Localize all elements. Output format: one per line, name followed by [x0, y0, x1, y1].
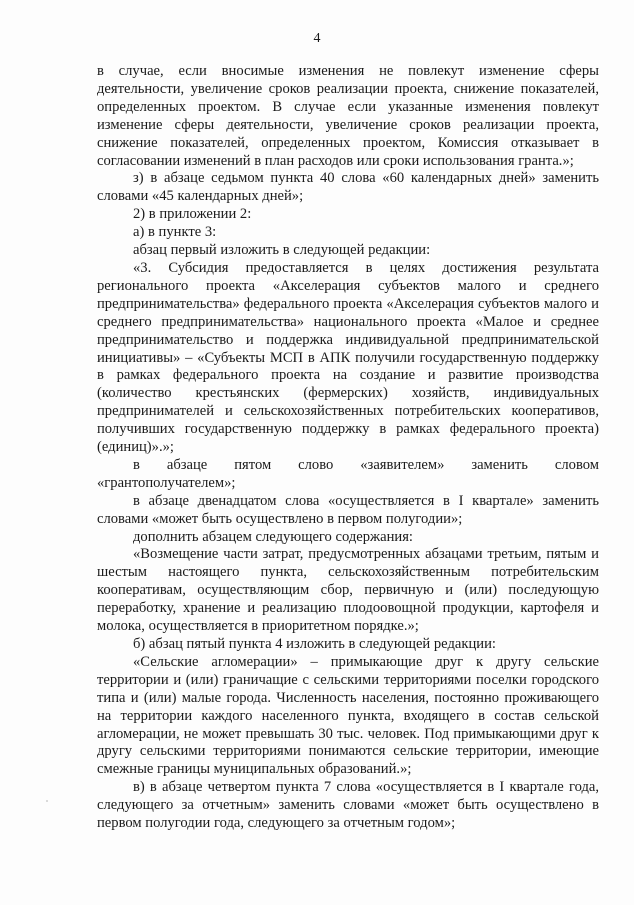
paragraph-first-abzac: абзац первый изложить в следующей редакции: [133, 242, 431, 259]
paragraph-quote-subsidy: «3. Субсидия предоставляется в целях достижения результата регионального проекта «Акселерация субъектов малого и среднего предпринимательства» федерального проекта «Акселерация субъектов малого и среднего предпринимательства» национального проекта «Малое и среднее предпринимательство и поддержка индивидуальной предпринимательской инициативы» – «Субъекты МСП в АПК получили государственную поддержку в рамках федерального проекта на создание и развитие производства (количество крестьянских (фермерских) хозяйств, индивидуальных предпринимателей и сельскохозяйственных потребительских кооперативов, получивших государственную поддержку в рамках федерального проекта) (единиц)».»; [97, 259, 599, 456]
paragraph-item-2: 2) в приложении 2: [133, 206, 252, 223]
paragraph-fifth-abzac: в абзаце пятом слово «заявителем» заменить словом «грантополучателем»; [97, 456, 599, 491]
paragraph-twelfth-abzac: в абзаце двенадцатом слова «осуществляется в I квартале» заменить словами «может быть осуществлено в первом полугодии»; [97, 492, 599, 527]
page-number: 4 [313, 31, 321, 46]
paragraph-continuation: в случае, если вносимые изменения не повлекут изменение сферы деятельности, увеличение сроков реализации проекта, снижение показателей, определенных проектом. В случае если указанные изменения повлекут изменение сферы деятельности, увеличение сроков реализации проекта, снижение показателей, определенных проектом, Комиссия отказывает в согласовании изменений в план расходов или сроки использования гранта.»; [97, 63, 599, 169]
paragraph-quote-agglomerations: «Сельские агломерации» – примыкающие друг к другу сельские территории и (или) граничащие с сельскими территориями поселки городского типа и (или) малые города. Численность населения, постоянно проживающего на территории каждого населенного пункта, входящего в состав сельской агломерации, не может превышать 30 тыс. человек. Под примыкающими друг к другу сельскими территориями понимаются сельские территории, имеющие смежные границы муниципальных образований.»; [97, 653, 599, 778]
paragraph-item-v: в) в абзаце четвертом пункта 7 слова «осуществляется в I квартале года, следующего за отчетным» заменить словами «может быть осуществлено в первом полугодии года, следующего за отчетным годом»; [97, 779, 599, 832]
paragraph-item-z: з) в абзаце седьмом пункта 40 слова «60 календарных дней» заменить словами «45 календарных дней»; [97, 170, 599, 205]
document-body [97, 63, 599, 833]
scan-speck [46, 800, 48, 802]
paragraph-quote-compensation: «Возмещение части затрат, предусмотренных абзацами третьим, пятым и шестым настоящего пункта, сельскохозяйственным потребительским кооперативам, осуществляющим сбор, первичную и (или) последующую переработку, хранение и реализацию плодоовощной продукции, картофеля и молока, осуществляется в приоритетном порядке.»; [97, 546, 599, 635]
paragraph-item-b: б) абзац пятый пункта 4 изложить в следующей редакции: [133, 636, 496, 652]
paragraph-add-abzac: дополнить абзацем следующего содержания: [133, 528, 413, 545]
paragraph-item-a: а) в пункте 3: [133, 224, 217, 241]
